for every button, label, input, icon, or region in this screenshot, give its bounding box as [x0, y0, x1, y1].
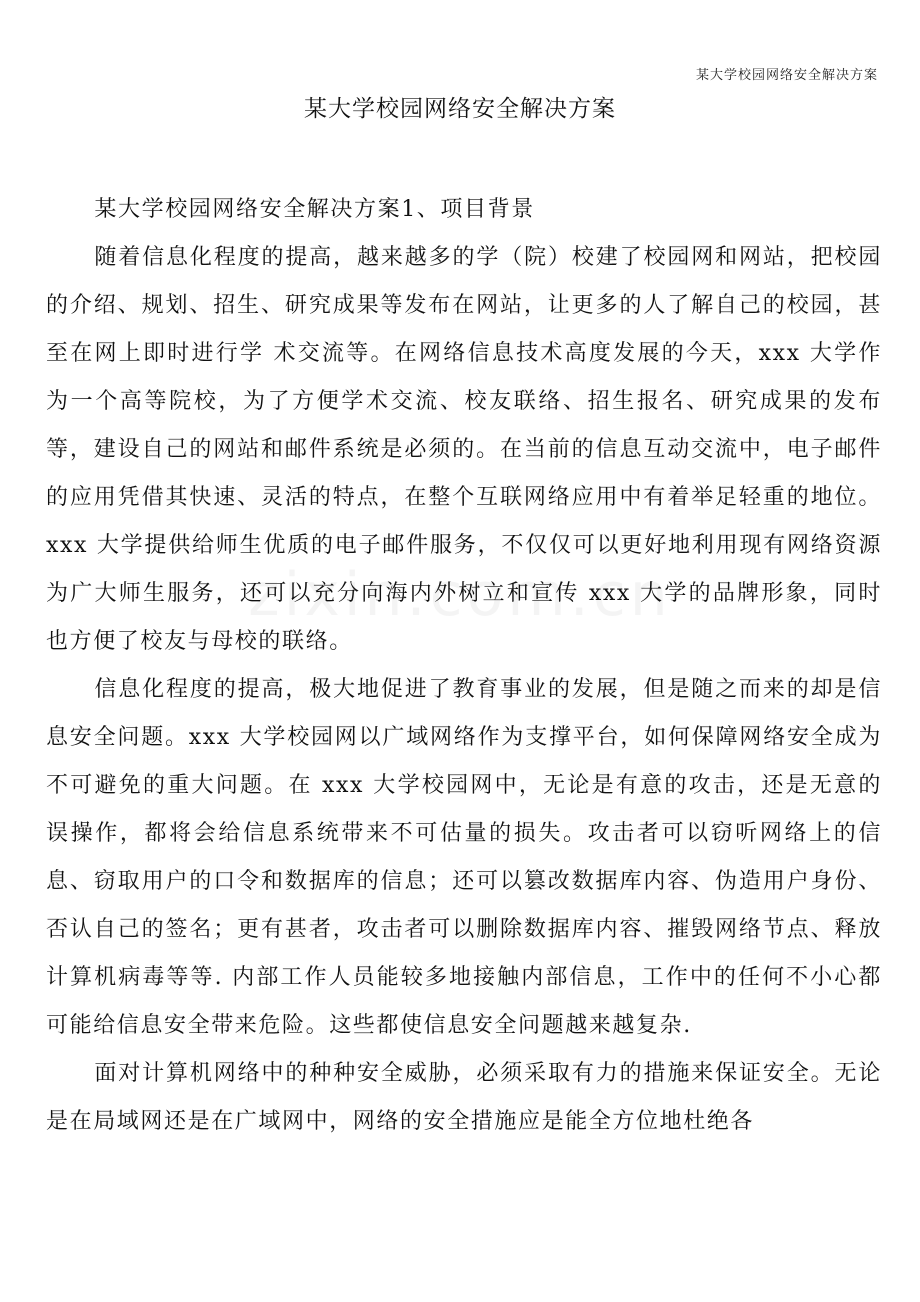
- document-title: 某大学校园网络安全解决方案: [304, 96, 616, 122]
- paragraph-background: 随着信息化程度的提高，越来越多的学（院）校建了校园网和网站，把校园的介绍、规划、招生、研究成果等发布在网站，让更多的人了解自己的校园，甚至在网上即时进行学 术交流等。在网络信息技术高度发展的今天，xxx 大学作为一个高等院校，为了方便学术交流、校友联络、招生报名、研究成果的发布等，建设自己的网站和邮件系统是必须的。在当前的信息互动交流中，电子邮件的应用凭借其快速、灵活的特点，在整个互联网络应用中有着举足轻重的地位。xxx 大学提供给师生优质的电子邮件服务，不仅仅可以更好地利用现有网络资源为广大师生服务，还可以充分向海内外树立和宣传 xxx 大学的品牌形象，同时也方便了校友与母校的联络。: [46, 245, 882, 654]
- document-body: [46, 186, 882, 1146]
- paragraph-section-heading: 某大学校园网络安全解决方案1、项目背景: [94, 197, 535, 222]
- paragraph-security-issues: 信息化程度的提高，极大地促进了教育事业的发展，但是随之而来的却是信息安全问题。xxx 大学校园网以广域网络作为支撑平台，如何保障网络安全成为不可避免的重大问题。在 xxx 大学校园网中，无论是有意的攻击，还是无意的误操作，都将会给信息系统带来不可估量的损失。攻击者可以窃听网络上的信息、窃取用户的口令和数据库的信息；还可以篡改数据库内容、伪造用户身份、否认自己的签名；更有甚者，攻击者可以删除数据库内容、摧毁网络节点、释放计算机病毒等等. 内部工作人员能较多地接触内部信息，工作中的任何不小心都可能给信息安全带来危险。这些都使信息安全问题越来越复杂.: [46, 677, 882, 1038]
- paragraph-security-measures: 面对计算机网络中的种种安全威胁，必须采取有力的措施来保证安全。无论是在局域网还是在广域网中，网络的安全措施应是能全方位地杜绝各: [46, 1061, 882, 1134]
- running-header: 某大学校园网络安全解决方案: [695, 68, 878, 83]
